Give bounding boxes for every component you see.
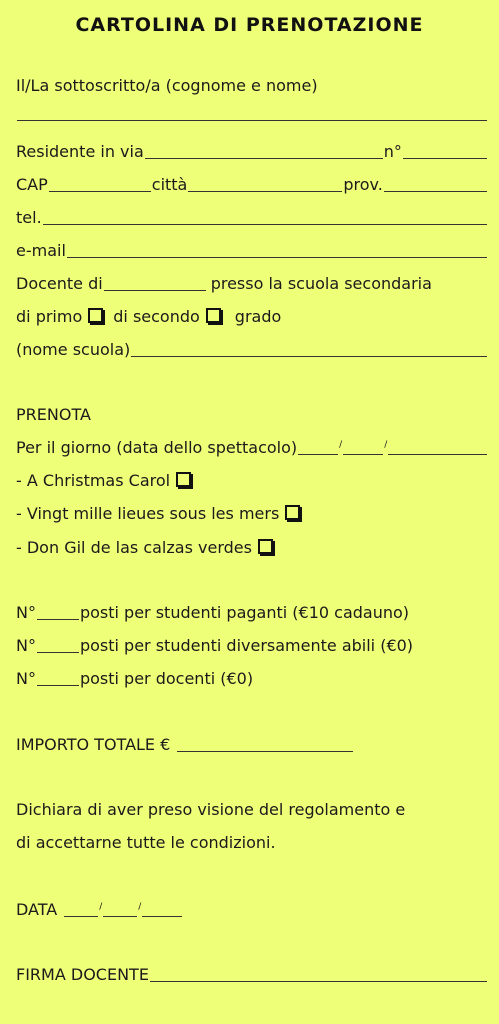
cap-label: CAP <box>16 175 48 194</box>
show-row <box>16 502 488 524</box>
tel-row <box>16 206 488 228</box>
num-label: N° <box>16 603 36 622</box>
data-label: DATA <box>16 900 58 919</box>
sottoscritto-row <box>16 74 488 96</box>
firma-field[interactable] <box>150 966 487 982</box>
grado-label: grado <box>234 307 282 326</box>
show-checkbox-christmas-carol[interactable] <box>176 472 191 487</box>
posti-docenti-field[interactable] <box>37 670 79 686</box>
show-label: - Don Gil de las calzas verdes <box>16 538 252 557</box>
data-year-field[interactable] <box>142 901 182 917</box>
prov-field[interactable] <box>384 176 487 192</box>
data-day-field[interactable] <box>64 901 98 917</box>
sottoscritto-field[interactable] <box>17 105 487 121</box>
importo-row <box>16 733 488 755</box>
posti-abili-field[interactable] <box>37 637 79 653</box>
nome-scuola-field[interactable] <box>131 341 487 357</box>
posti-row <box>16 634 488 656</box>
date-separator: / <box>138 902 142 912</box>
giorno-month-field[interactable] <box>343 439 383 455</box>
data-month-field[interactable] <box>103 901 137 917</box>
giorno-day-field[interactable] <box>298 439 338 455</box>
show-label: - A Christmas Carol <box>16 471 171 490</box>
cap-field[interactable] <box>49 176 151 192</box>
nome-scuola-label: (nome scuola) <box>16 340 131 359</box>
posti-label: posti per docenti (€0) <box>79 669 254 688</box>
numero-label: n° <box>383 142 402 161</box>
date-separator: / <box>99 902 103 912</box>
secondo-label: di secondo <box>113 307 200 326</box>
prenota-row <box>16 403 488 425</box>
sottoscritto-line-row <box>16 102 488 124</box>
residente-row <box>16 140 488 162</box>
presso-label: presso la scuola secondaria <box>210 274 432 293</box>
posti-label: posti per studenti paganti (€10 cadauno) <box>79 603 410 622</box>
via-field[interactable] <box>145 143 383 159</box>
data-row <box>16 898 488 920</box>
docente-label: Docente di <box>16 274 103 293</box>
posti-row <box>16 667 488 689</box>
email-row <box>16 239 488 261</box>
giorno-row <box>16 436 488 458</box>
firma-label: FIRMA DOCENTE <box>16 965 149 984</box>
dichiara-row <box>16 798 488 820</box>
posti-paganti-field[interactable] <box>37 604 79 620</box>
numero-field[interactable] <box>403 143 487 159</box>
secondo-checkbox[interactable] <box>206 308 221 323</box>
firma-row <box>16 963 488 985</box>
giorno-label: Per il giorno (data dello spettacolo) <box>16 438 298 457</box>
dichiara-text-2: di accettarne tutte le condizioni. <box>16 833 276 852</box>
date-separator: / <box>339 440 343 450</box>
show-checkbox-don-gil[interactable] <box>258 539 273 554</box>
tel-field[interactable] <box>43 209 487 225</box>
show-label: - Vingt mille lieues sous les mers <box>16 504 280 523</box>
posti-row <box>16 601 488 623</box>
citta-field[interactable] <box>188 176 342 192</box>
primo-label: di primo <box>16 307 83 326</box>
email-field[interactable] <box>67 242 487 258</box>
email-label: e-mail <box>16 241 66 260</box>
page-title: CARTOLINA DI PRENOTAZIONE <box>75 14 424 36</box>
posti-label: posti per studenti diversamente abili (€0) <box>79 636 414 655</box>
show-checkbox-vingt-mille-lieues[interactable] <box>285 505 300 520</box>
citta-label: città <box>151 175 188 194</box>
materia-field[interactable] <box>104 275 206 291</box>
giorno-year-field[interactable] <box>388 439 487 455</box>
prov-label: prov. <box>343 175 383 194</box>
dichiara-text-1: Dichiara di aver preso visione del regolamento e <box>16 800 406 819</box>
importo-field[interactable] <box>177 736 353 752</box>
cap-row <box>16 173 488 195</box>
nome-scuola-row <box>16 338 488 360</box>
sottoscritto-label: Il/La sottoscritto/a (cognome e nome) <box>16 76 318 95</box>
show-row <box>16 536 488 558</box>
tel-label: tel. <box>16 208 42 227</box>
residente-label: Residente in via <box>16 142 144 161</box>
importo-label: IMPORTO TOTALE € <box>16 735 171 754</box>
docente-row <box>16 272 488 294</box>
show-row <box>16 469 488 491</box>
date-separator: / <box>384 440 388 450</box>
dichiara-row <box>16 831 488 853</box>
prenota-heading: PRENOTA <box>16 405 91 424</box>
num-label: N° <box>16 636 36 655</box>
primo-checkbox[interactable] <box>88 308 103 323</box>
num-label: N° <box>16 669 36 688</box>
grado-row <box>16 305 488 327</box>
